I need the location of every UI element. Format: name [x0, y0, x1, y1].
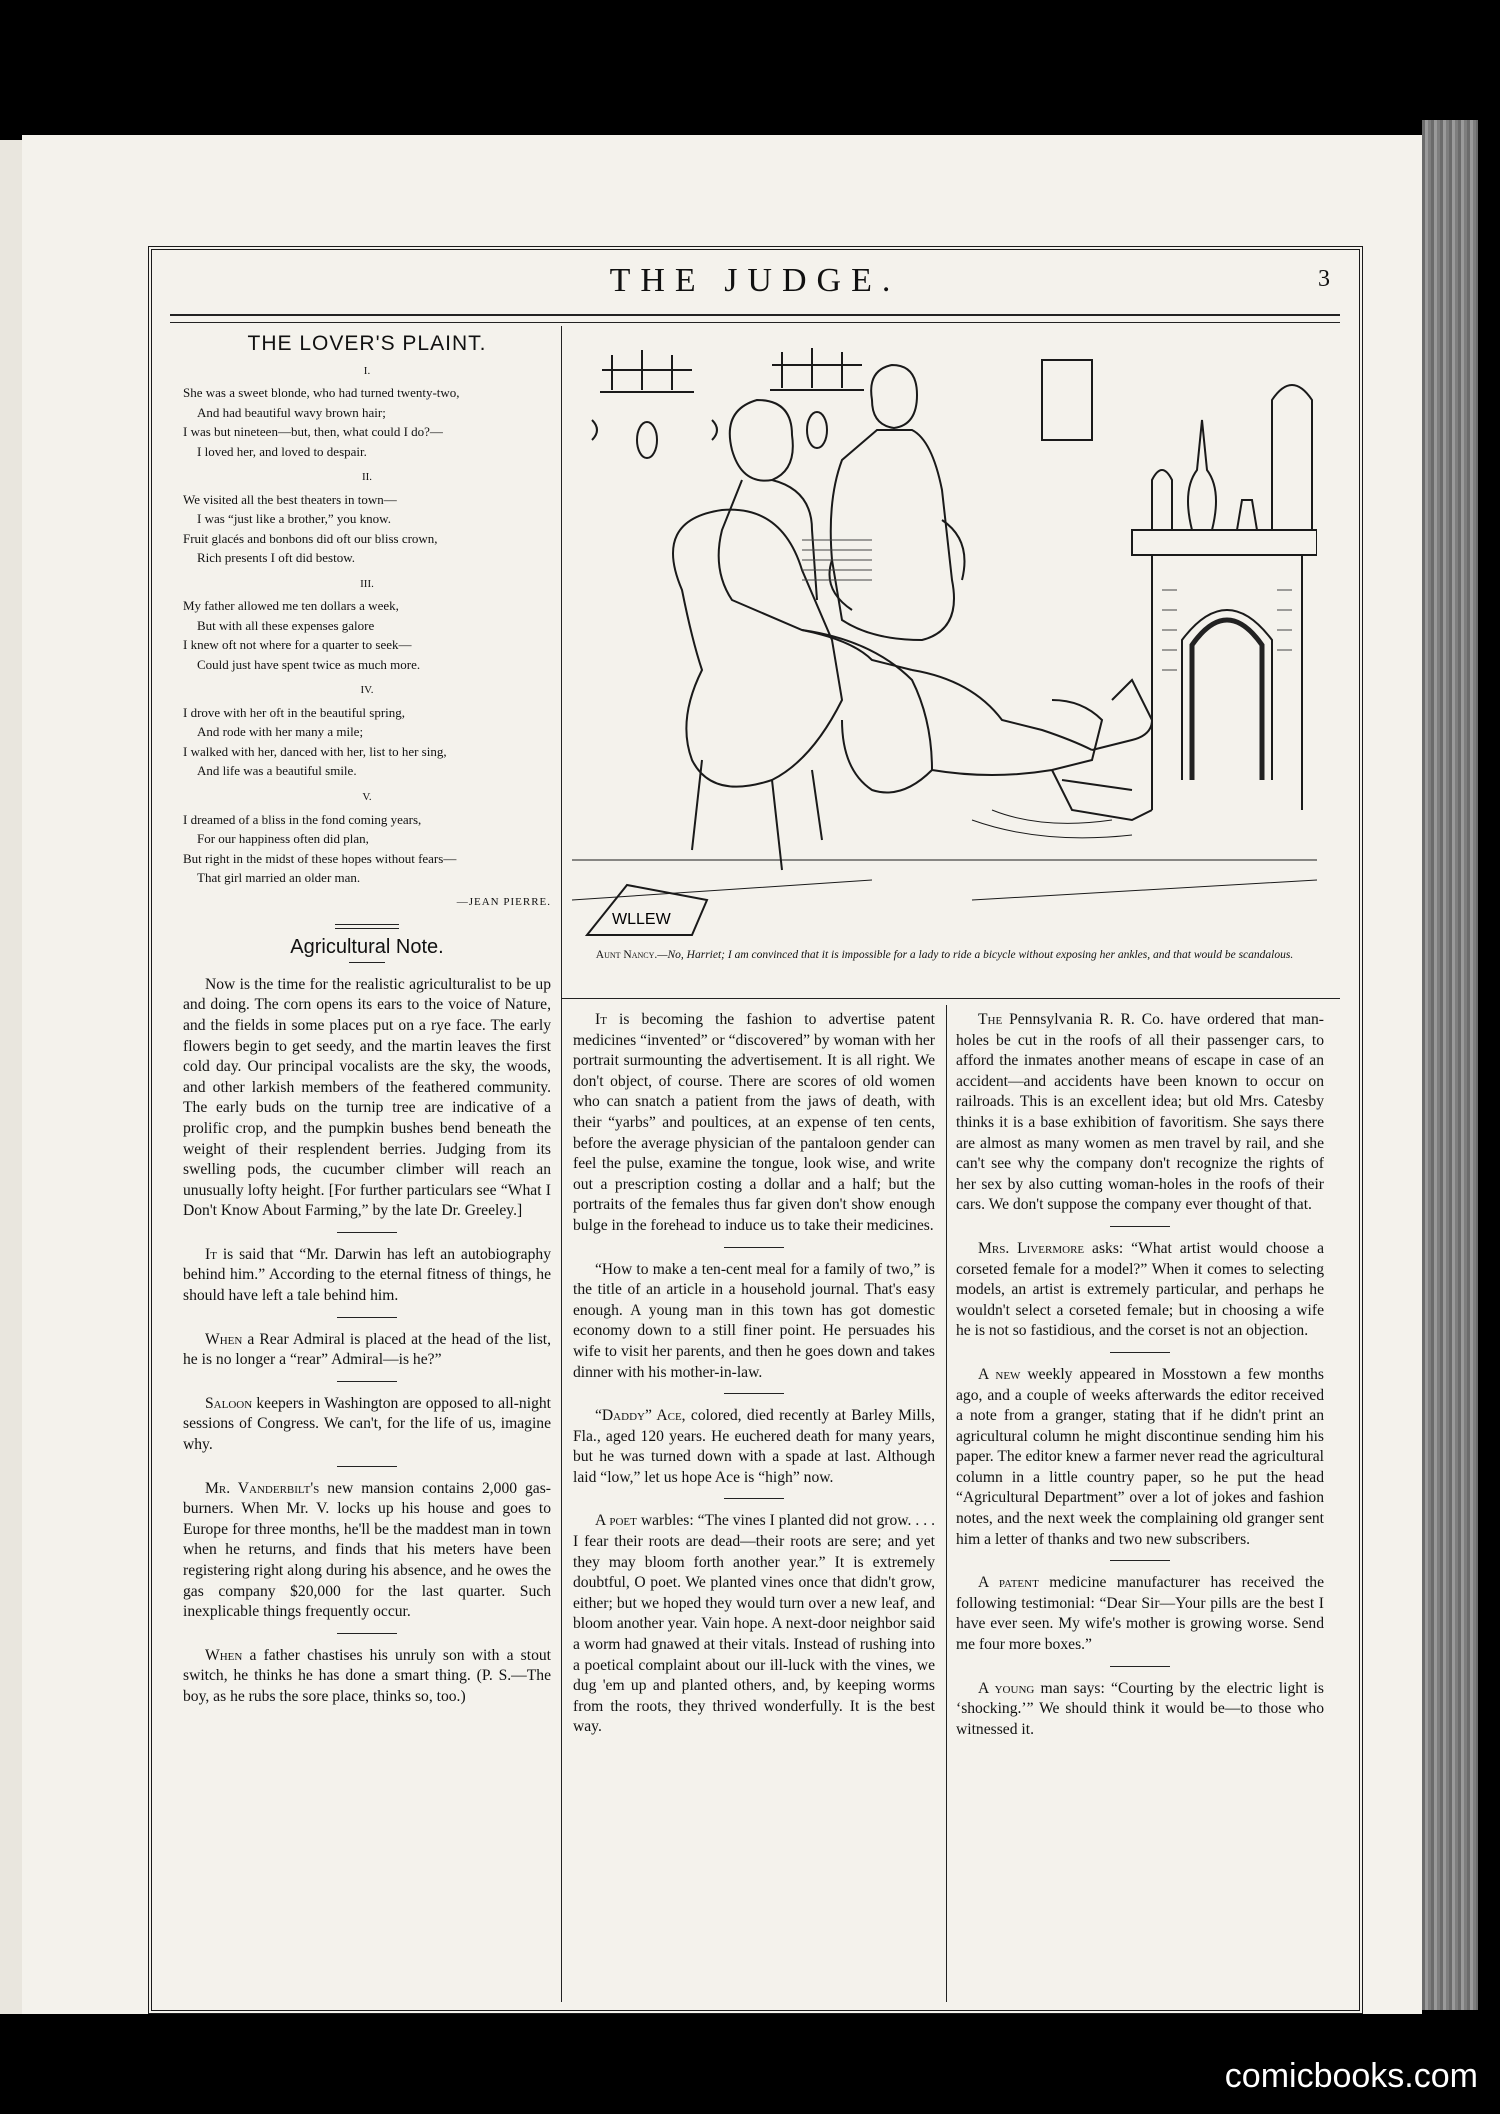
title-underline [349, 962, 385, 963]
book-binding [1422, 120, 1478, 2010]
lead-words: A poet [595, 1512, 637, 1530]
poem-line: She was a sweet blonde, who had turned twenty-two, [183, 385, 460, 401]
lead-words: When [205, 1646, 243, 1664]
lead-words: A new [978, 1365, 1021, 1383]
news-paragraph [956, 1679, 1324, 1741]
cartoon-illustration [572, 340, 1317, 940]
cartoon-signature: WLLEW [612, 911, 671, 928]
poem-line: For our happiness often did plan, [197, 831, 369, 847]
section-divider [335, 924, 399, 929]
news-paragraph [573, 1406, 935, 1488]
paragraph-text: Pennsylvania R. R. Co. have ordered that man-holes be cut in the roofs of all their passenger cars, to afford the inmates another means of escape in case of an accident—and accidents have been known to occur on railroads. This is an excellent idea; but old Mrs. Catesby thinks it is a base exhibition of favoritism. She says there are almost as many women as men travel by rail, and she can't see why the company don't recognize the rights of her sex by also cutting woman-holes in the roofs of their cars. We don't suppose the company ever thought of that. [956, 1011, 1324, 1214]
middle-items [573, 1010, 935, 1738]
poem-line: I dreamed of a bliss in the fond coming years, [183, 811, 422, 827]
poem-stanza [183, 810, 551, 888]
news-paragraph [183, 1479, 551, 1623]
paragraph-text: is becoming the fashion to advertise patent medicines “invented” or “discovered” by woman with her portrait surmounting the advertisement. It is all right. We don't object, of course. There are scores of old women who can snatch a patient from the jaws of death, with their “yarbs” and poultices, at an expense of ten cents, before the average physician of the pantaloon gender can feel the pulse, examine the tongue, look wise, and write out a prescription costing a dollar and a half; but the portraits of the females thus far given don't show enough bulge in the forehead to induce us to take their medicines. [573, 1011, 935, 1234]
item-divider [337, 1381, 397, 1382]
facing-page-edge [0, 140, 24, 2014]
item-divider [1110, 1666, 1170, 1667]
stanza-number: I. [363, 364, 371, 377]
paragraph-text: a Rear Admiral is placed at the head of the list, he is no longer a “rear” Admiral—is he?” [183, 1330, 551, 1369]
news-paragraph [956, 1573, 1324, 1655]
news-paragraph [573, 1260, 935, 1384]
news-paragraph [183, 1646, 551, 1708]
poem-line: I was but nineteen—but, then, what could I do?— [183, 424, 443, 440]
poem-line: We visited all the best theaters in town— [183, 491, 397, 507]
lead-words: Mr. Vanderbilt's [205, 1479, 320, 1497]
masthead-rule [170, 314, 1340, 323]
news-paragraph [956, 1010, 1324, 1216]
poem-stanza [183, 703, 551, 781]
poem-stanza [183, 383, 551, 461]
paragraph-text: is said that “Mr. Darwin has left an autobiography behind him.” According to the eternal fitness of things, he should have left a tale behind him. [183, 1245, 551, 1305]
poem-line: But with all these expenses galore [197, 617, 375, 633]
column-divider-left [561, 326, 562, 2002]
news-paragraph [183, 1245, 551, 1307]
poem-stanza [183, 490, 551, 568]
paragraph-text: medicine manufacturer has received the following testimonial: “Dear Sir—Your pills are the best I have ever seen. My wife's mother is growing worse. Send me four more boxes.” [956, 1574, 1324, 1654]
stanza-number: IV. [360, 684, 374, 697]
lead-words: It [205, 1245, 217, 1263]
poem-stanza [183, 596, 551, 674]
item-divider [724, 1247, 784, 1248]
poem-line: And life was a beautiful smile. [197, 763, 357, 779]
column-divider-right [946, 1005, 947, 2002]
agricultural-note-body: Now is the time for the realistic agriculturalist to be up and doing. The corn opens its ears to the voice of Nature, and the fields in some places put on a rye face. The early flowers begin to get seedy, and the martin leaves the first cold day. Our principal vocalists are the sky, the woods, and other larkish members of the feathered community. The early buds on the turnip tree are indicative of a prolific crop, and the pumpkin bushes bend beneath the weight of their resplendent berries. Judging from its swelling pods, the cucumber climber will reach an unusually lofty height. [For further particulars see “What I Don't Know About Farming,” by the late Dr. Greeley.] [183, 975, 551, 1220]
item-divider [337, 1466, 397, 1467]
news-paragraph [956, 1365, 1324, 1550]
paragraph-text: “How to make a ten-cent meal for a family of two,” is the title of an article in a household journal. That's easy enough. A young man in this town has got domestic economy down to a still finer point. He persuades his wife to visit her parents, and then he goes down and takes dinner with his mother-in-law. [573, 1260, 935, 1381]
item-divider [1110, 1226, 1170, 1227]
lead-words: When [205, 1330, 243, 1348]
left-column [183, 334, 551, 1718]
lead-words: Mrs. Livermore [978, 1239, 1085, 1257]
poem-line: Rich presents I oft did bestow. [197, 550, 356, 566]
paragraph-text: asks: “What artist would choose a corseted female for a model?” When it comes to selecting models, an artist is extremely particular, and perhaps he wouldn't select a corseted female; but in choosing a wife he is not so fastidious, and the corset is not an objection. [956, 1239, 1324, 1340]
cartoon-bottom-rule [561, 998, 1340, 999]
poem-line: Fruit glacés and bonbons did oft our bliss crown, [183, 530, 438, 546]
poem-line: Could just have spent twice as much more. [197, 656, 421, 672]
poem-body [183, 361, 551, 888]
paragraph-text: man says: “Courting by the electric light is ‘shocking.’” We should think it would be—to those who witnessed it. [956, 1679, 1324, 1738]
caption-text: —No, Harriet; I am convinced that it is impossible for a lady to ride a bicycle without exposing her ankles, and that would be scandalous. [657, 949, 1294, 961]
paragraph-text: a father chastises his unruly son with a stout switch, he thinks he has done a smart thing. (P. S.—The boy, as he rubs the sore place, thinks so, too.) [183, 1646, 551, 1705]
caption-speaker: Aunt Nancy. [595, 949, 658, 961]
poem-line: I knew oft not where for a quarter to seek— [183, 637, 412, 653]
poem-title: THE LOVER'S PLAINT. [247, 332, 487, 355]
lead-words: “Daddy” Ace, [595, 1407, 686, 1425]
poem-line: I loved her, and loved to despair. [197, 443, 367, 459]
middle-column [573, 1010, 935, 1748]
masthead-title: THE JUDGE. [609, 262, 901, 299]
poem-line: And had beautiful wavy brown hair; [197, 404, 386, 420]
item-divider [724, 1393, 784, 1394]
lead-words: A young [978, 1679, 1035, 1697]
item-divider [724, 1498, 784, 1499]
stanza-number: II. [361, 471, 373, 484]
item-divider [1110, 1352, 1170, 1353]
news-paragraph [573, 1010, 935, 1237]
paragraph-text: warbles: “The vines I planted did not grow. . . . I fear their roots are dead—their roots are sere; and yet they may bloom forth another year.” It is extremely doubtful, O poet. We planted vines once that didn't grow, either; but we hoped they would turn over a new leaf, and bloom another year. Vain hope. A next-door neighbor said a worm had gnawed at their vitals. Instead of rushing into a poetical complaint about our ill-luck with the vines, we dug 'em up and planted others, and, by keeping worms from the roots, they thrived wonderfully. It is the best way. [573, 1512, 935, 1736]
lead-words: Saloon [205, 1394, 253, 1412]
site-watermark: comicbooks.com [1224, 2057, 1478, 2095]
item-divider [1110, 1560, 1170, 1561]
paragraph-text: keepers in Washington are opposed to all-night sessions of Congress. We can't, for the life of us, imagine why. [183, 1394, 551, 1454]
poem-line: I drove with her oft in the beautiful spring, [183, 704, 406, 720]
cartoon-caption [572, 948, 1317, 962]
left-items [183, 1232, 551, 1708]
lead-words: It [595, 1011, 607, 1028]
news-paragraph [573, 1511, 935, 1738]
item-divider [337, 1232, 397, 1233]
poem-line: I walked with her, danced with her, list to her sing, [183, 743, 447, 759]
poem-line: My father allowed me ten dollars a week, [183, 598, 399, 614]
lead-words: A patent [978, 1574, 1039, 1592]
stanza-number: III. [360, 577, 374, 590]
page-number: 3 [1318, 266, 1330, 292]
poem-line: That girl married an older man. [197, 870, 361, 886]
poem-line: But right in the midst of these hopes without fears— [183, 850, 457, 866]
paragraph-text: weekly appeared in Mosstown a few months ago, and a couple of weeks afterwards the editor received a note from a granger, stating that if he didn't print an agricultural column he might discontinue sending him his paper. The editor knew a farmer never read the agricultural column in a little country paper, so he put the head “Agricultural Department” over a lot of jokes and fashion notes, and the next week the complaining old granger sent him a letter of thanks and two new subscribers. [956, 1365, 1324, 1548]
lead-words: The [978, 1011, 1003, 1028]
stanza-number: V. [362, 790, 372, 803]
item-divider [337, 1317, 397, 1318]
poem-signature: —JEAN PIERRE. [456, 895, 551, 908]
news-paragraph [956, 1239, 1324, 1342]
right-column [956, 1010, 1324, 1750]
paragraph-text: new mansion contains 2,000 gas-burners. When Mr. V. locks up his house and goes to Europe for three months, he'll be the maddest man in town when he returns, and finds that his meters have been registering right along during his absence, and he owes the gas company $20,000 for the last quarter. Such inexplicable things frequently occur. [183, 1479, 551, 1621]
news-paragraph [183, 1394, 551, 1456]
news-paragraph [183, 1330, 551, 1371]
right-items [956, 1010, 1324, 1740]
paragraph-text: colored, died recently at Barley Mills, Fla., aged 120 years. He euchered death for many years, but he was turned down with a spade at last. Although laid “low,” let us hope Ace is “high” now. [573, 1407, 935, 1486]
poem-line: And rode with her many a mile; [197, 724, 364, 740]
item-divider [337, 1633, 397, 1634]
agricultural-note-title: Agricultural Note. [290, 936, 444, 959]
poem-line: I was “just like a brother,” you know. [197, 511, 391, 527]
